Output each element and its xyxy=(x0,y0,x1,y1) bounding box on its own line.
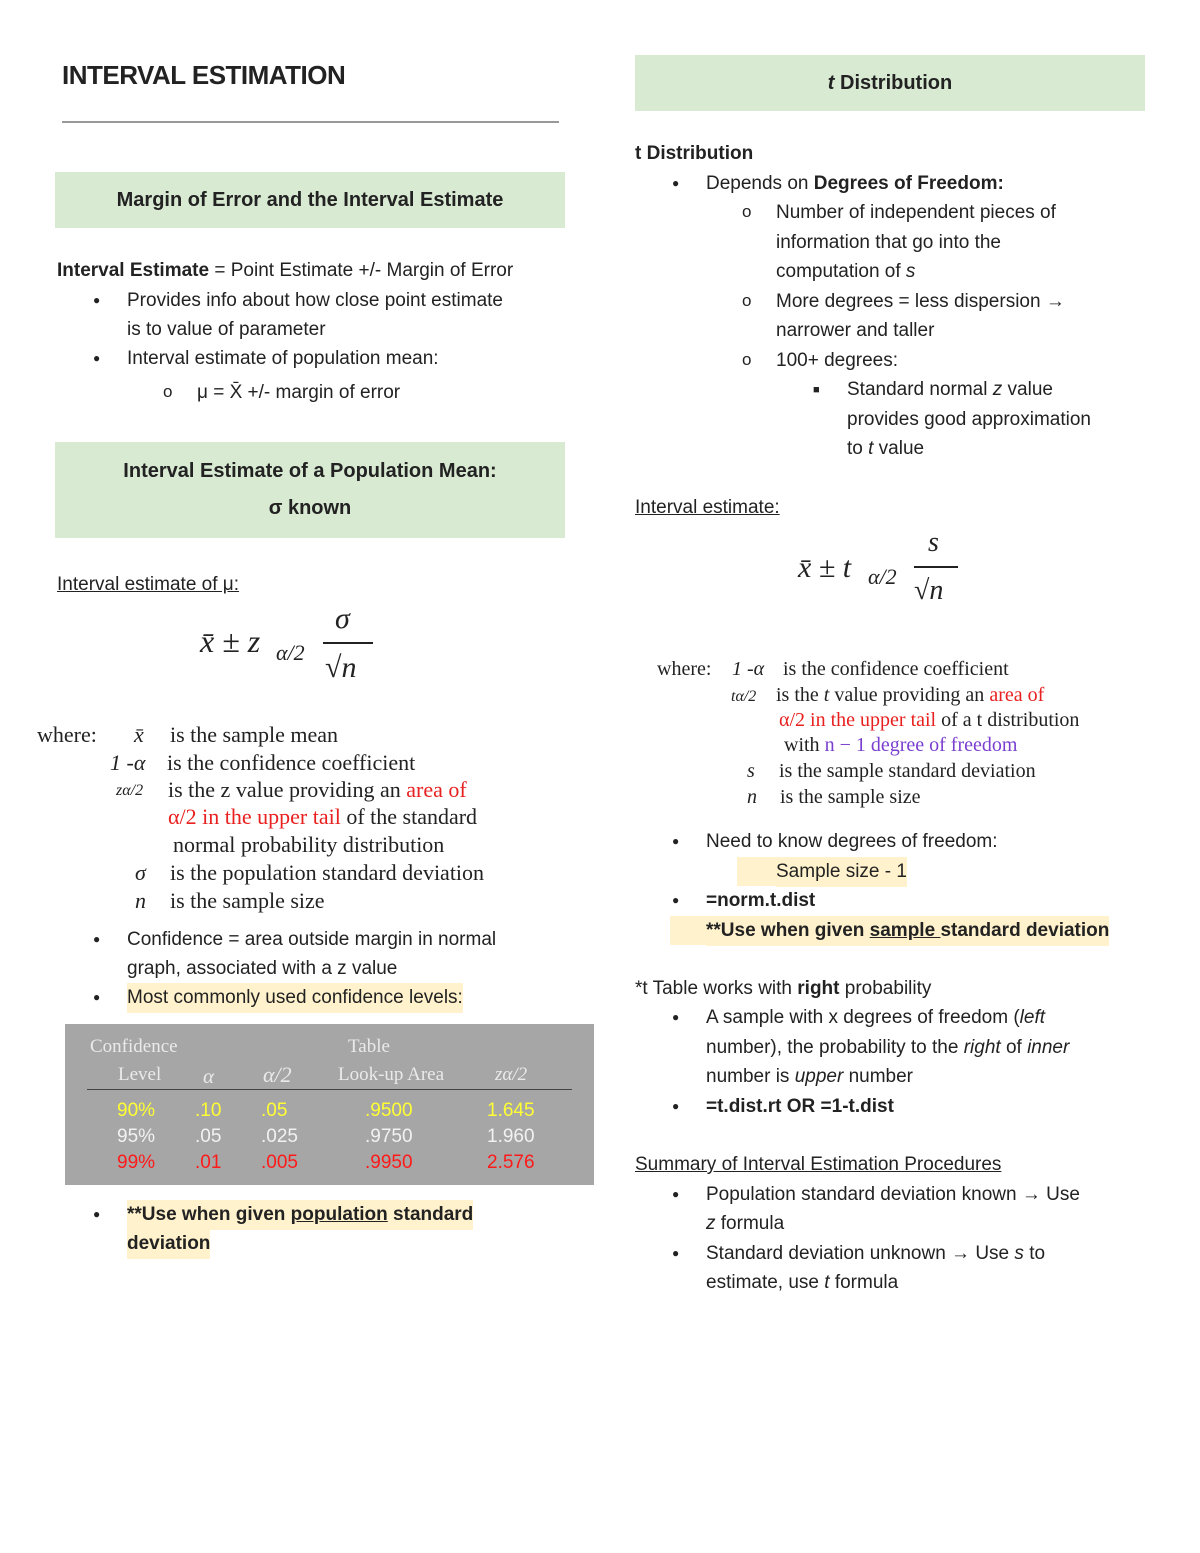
sub-list-item: o More degrees = less dispersion → xyxy=(776,287,1065,317)
symbol-s: s xyxy=(747,760,755,782)
where-label: where: xyxy=(657,658,712,680)
sub-list-item-continued: narrower and taller xyxy=(776,320,935,341)
def-n: is the sample size xyxy=(170,888,325,913)
svg-text:√n: √n xyxy=(914,575,944,606)
svg-text:√n: √n xyxy=(325,651,357,684)
list-item: ● Standard deviation unknown → Use s to xyxy=(706,1239,1045,1269)
table-cell: .025 xyxy=(261,1126,298,1147)
def-z-line1: is the z value providing an area of xyxy=(168,777,467,802)
table-cell: 2.576 xyxy=(487,1152,535,1173)
list-item-continued: z formula xyxy=(706,1213,785,1234)
svg-text:σ: σ xyxy=(335,602,350,635)
section-header-sigma-known: Interval Estimate of a Population Mean: σ known xyxy=(55,442,565,538)
col-header-alpha-half: α/2 xyxy=(263,1062,292,1087)
svg-text:x̄ ± t: x̄ ± t xyxy=(798,551,852,584)
def-z-line2: α/2 in the upper tail of the standard xyxy=(168,804,478,829)
list-item: ● Population standard deviation known → Use xyxy=(706,1180,1080,1210)
table-cell: .9500 xyxy=(365,1100,413,1121)
def-alpha: is the confidence coefficient xyxy=(167,750,416,775)
highlight-pad xyxy=(670,916,706,945)
list-item: ● Provides info about how close point estimate xyxy=(127,286,503,316)
table-cell: .10 xyxy=(195,1100,222,1121)
list-item-continued: number), the probability to the right of inner xyxy=(706,1037,1070,1058)
table-cell: .01 xyxy=(195,1152,222,1173)
list-item-continued: deviation xyxy=(127,1229,210,1259)
interval-estimate-definition: Interval Estimate = Point Estimate +/- Margin of Error xyxy=(57,260,514,281)
list-item: ● Interval estimate of population mean: xyxy=(127,344,439,374)
list-item-highlighted: ● **Use when given sample standard deviation xyxy=(706,916,1109,946)
list-item: ● =t.dist.rt OR =1-t.dist xyxy=(706,1092,894,1122)
table-cell: 1.645 xyxy=(487,1100,535,1121)
title-divider xyxy=(62,121,559,123)
svg-text:x̄ ± z: x̄ ± z xyxy=(200,623,261,659)
symbol-sigma: σ xyxy=(135,860,146,885)
table-cell: .05 xyxy=(261,1100,288,1121)
table-cell: 90% xyxy=(117,1100,156,1121)
list-item: ● Need to know degrees of freedom: xyxy=(706,827,998,857)
def-sigma: is the population standard deviation xyxy=(170,860,485,885)
def-xbar: is the sample mean xyxy=(170,722,339,747)
confidence-levels-table xyxy=(65,1024,594,1185)
z-interval-formula xyxy=(195,600,385,690)
def-s: is the sample standard deviation xyxy=(779,760,1036,782)
list-item-highlighted: ● **Use when given population standard xyxy=(127,1200,473,1230)
sub-list-item: o Number of independent pieces of xyxy=(776,198,1056,228)
svg-text:α/2: α/2 xyxy=(276,640,305,665)
table-cell: .9750 xyxy=(365,1126,413,1147)
table-cell: .05 xyxy=(195,1126,222,1147)
symbol-alpha: 1 -α xyxy=(732,658,765,680)
section-header-t-distribution: t Distribution xyxy=(635,55,1145,111)
svg-text:α/2: α/2 xyxy=(868,564,897,589)
sub-sub-list-item-continued: to t value xyxy=(847,438,925,459)
interval-estimate-label: Interval estimate: xyxy=(635,497,780,518)
list-item: ● =norm.t.dist xyxy=(706,886,815,916)
t-distribution-heading: t Distribution xyxy=(635,143,754,164)
table-divider xyxy=(87,1089,572,1090)
symbol-t: tα/2 xyxy=(731,688,757,705)
svg-text:s: s xyxy=(928,527,939,558)
interval-estimate-label: Interval estimate of μ: xyxy=(57,574,240,595)
sub-list-item: o 100+ degrees: xyxy=(776,346,898,376)
col-header-lookup: Look-up Area xyxy=(338,1064,445,1085)
col-header-confidence: Confidence xyxy=(90,1036,178,1057)
symbol-xbar: x̄ xyxy=(134,722,144,747)
table-cell: 99% xyxy=(117,1152,156,1173)
col-header-z: zα/2 xyxy=(495,1064,528,1085)
col-header-table: Table xyxy=(348,1036,390,1057)
def-z-line3: normal probability distribution xyxy=(173,832,445,857)
section-header-margin-of-error: Margin of Error and the Interval Estimate xyxy=(55,172,565,228)
symbol-n: n xyxy=(135,888,146,913)
col-header-alpha: α xyxy=(203,1064,215,1088)
list-item-highlighted: ● Most commonly used confidence levels: xyxy=(127,983,463,1013)
list-item: ● Confidence = area outside margin in normal xyxy=(127,925,496,955)
def-t-line2: α/2 in the upper tail of a t distribution xyxy=(779,709,1080,731)
table-cell: 1.960 xyxy=(487,1126,535,1147)
table-cell: .9950 xyxy=(365,1152,413,1173)
def-t-line1: is the t value providing an area of xyxy=(776,684,1045,706)
table-cell: .005 xyxy=(261,1152,298,1173)
list-item-continued: estimate, use t formula xyxy=(706,1272,899,1293)
list-item-continued: number is upper number xyxy=(706,1066,914,1087)
sub-sub-list-item: ■ Standard normal z value xyxy=(847,375,1053,405)
table-cell: 95% xyxy=(117,1126,156,1147)
list-item-continued: graph, associated with a z value xyxy=(127,958,398,979)
symbol-n: n xyxy=(747,786,757,808)
summary-heading: Summary of Interval Estimation Procedures xyxy=(635,1154,1002,1175)
t-interval-formula xyxy=(790,525,975,610)
sub-list-item-continued: computation of s xyxy=(776,261,916,282)
col-header-level: Level xyxy=(118,1064,162,1085)
where-label: where: xyxy=(37,722,97,747)
list-item: ● Depends on Degrees of Freedom: xyxy=(706,169,1004,199)
def-t-line3: with n − 1 degree of freedom xyxy=(784,734,1018,756)
list-item: ● A sample with x degrees of freedom (left xyxy=(706,1003,1045,1033)
sub-sub-list-item-continued: provides good approximation xyxy=(847,409,1091,430)
symbol-alpha: 1 -α xyxy=(110,750,146,775)
sub-list-item: o μ = X̄ +/- margin of error xyxy=(197,378,400,408)
highlight-pad xyxy=(737,857,776,886)
def-n: is the sample size xyxy=(780,786,921,808)
sub-list-item-continued: information that go into the xyxy=(776,232,1001,253)
symbol-z: zα/2 xyxy=(116,782,144,799)
t-table-note: *t Table works with right probability xyxy=(635,978,932,999)
page-title: INTERVAL ESTIMATION xyxy=(62,60,346,90)
list-item-continued: is to value of parameter xyxy=(127,319,326,340)
sub-list-item-highlighted: o Sample size - 1 xyxy=(776,857,907,887)
def-alpha: is the confidence coefficient xyxy=(783,658,1009,680)
